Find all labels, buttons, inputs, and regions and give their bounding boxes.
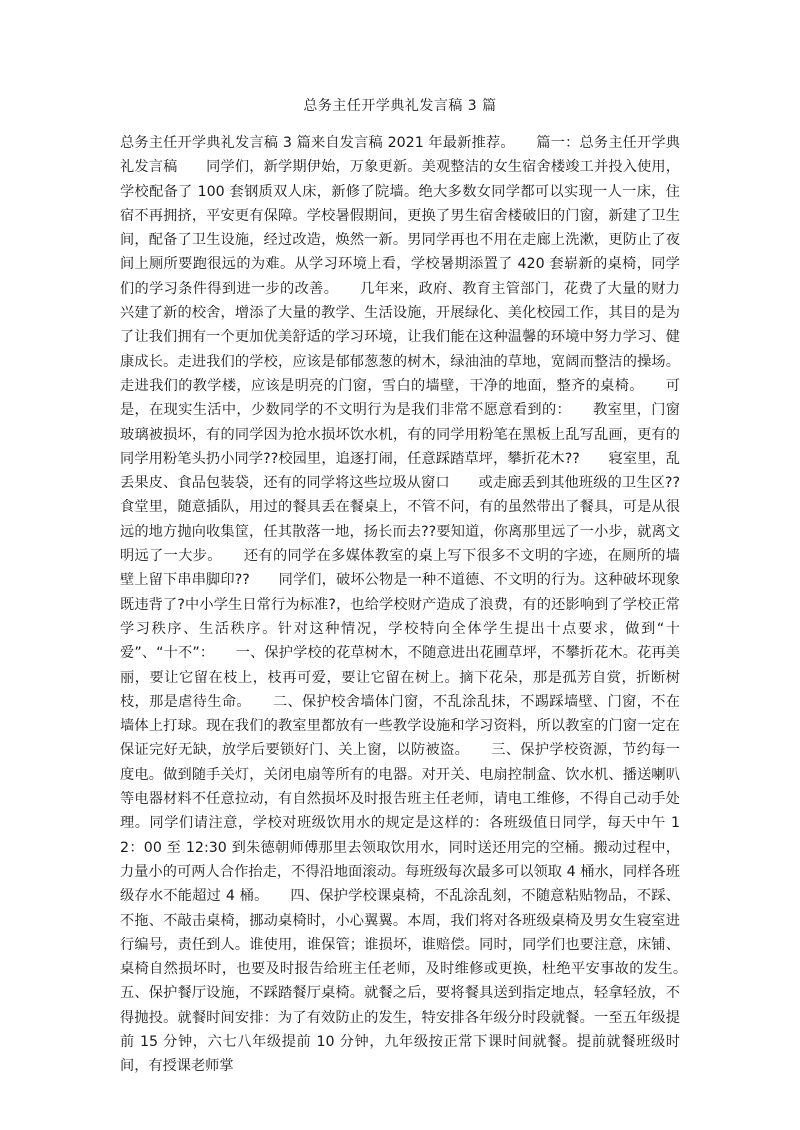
- document-title: 总务主任开学典礼发言稿 3 篇: [303, 98, 497, 114]
- document-body: 总务主任开学典礼发言稿 3 篇来自发言稿 2021 年最新推荐。 篇一：总务主任开学典礼发言稿 同学们，新学期伊始，万象更新。美观整洁的女生宿舍楼竣工并投入使用，学校配备了 100 套钢质双人床，新修了院墙。绝大多数女同学都可以实现一人一床，住宿不再拥挤，平安更有保障。学校暑假期间，更换了男生宿舍楼破旧的门窗，新建了卫生间，配备了卫生设施，经过改造，焕然一新。男同学再也不用在走廊上洗漱，更防止了夜间上厕所要跑很远的为难。从学习环境上看，学校暑期添置了 420 套崭新的桌椅，同学们的学习条件得到进一步的改善。 几年来，政府、教育主管部门，花费了大量的财力兴建了新的校舍，增添了大量的教学、生活设施，开展绿化、美化校园工作，其目的是为了让我们拥有一个更加优美舒适的学习环境，让我们能在这种温馨的环境中努力学习、健康成长。走进我们的学校，应该是郁郁葱葱的树木，绿油油的草地，宽阔而整洁的操场。走进我们的教学楼，应该是明亮的门窗，雪白的墙壁，干净的地面，整齐的桌椅。 可是，在现实生活中，少数同学的不文明行为是我们非常不愿意看到的： 教室里，门窗玻璃被损坏，有的同学因为抢水损坏饮水机，有的同学用粉笔在黑板上乱写乱画，更有的同学用粉笔头扔小同学??校园里，追逐打闹，任意踩踏草坪，攀折花木?? 寝室里，乱丢果皮、食品包装袋，还有的同学将这些垃圾从窗口 或走廊丢到其他班级的卫生区?? 食堂里，随意插队，用过的餐具丢在餐桌上，不管不问，有的虽然带出了餐具，可是从很远的地方抛向收集筐，任其散落一地，扬长而去??要知道，你离那里远了一小步，就离文明远了一大步。 还有的同学在多媒体教室的桌上写下很多不文明的字迹，在厕所的墙壁上留下串串脚印?? 同学们，破坏公物是一种不道德、不文明的行为。这种破坏现象既违背了?中小学生日常行为标准?，也给学校财产造成了浪费，有的还影响到了学校正常学习秩序、生活秩序。针对这种情况，学校特向全体学生提出十点要求，做到“十爱”、“十不”： 一、保护学校的花草树木，不随意进出花圃草坪，不攀折花木。花再美丽，要让它留在枝上，枝再可爱，要让它留在树上。摘下花朵，那是孤芳自赏，折断树枝，那是虐待生命。 二、保护校舍墙体门窗，不乱涂乱抹，不踢踩墙壁、门窗，不在墙体上打球。现在我们的教室里都放有一些教学设施和学习资料，所以教室的门窗一定在保证完好无缺，放学后要锁好门、关上窗，以防被盗。 三、保护学校资源，节约每一度电。做到随手关灯，关闭电扇等所有的电器。对开关、电扇控制盒、饮水机、播送喇叭等电器材料不任意拉动，有自然损坏及时报告班主任老师，请电工维修，不得自己动手处理。同学们请注意，学校对班级饮用水的规定是这样的：各班级值日同学，每天中午 12：00 至 12:30 到朱德朝师傅那里去领取饮用水，同时送还用完的空桶。搬动过程中，力量小的可两人合作抬走，不得沿地面滚动。每班级每次最多可以领取 4 桶水，同样各班级存水不能超过 4 桶。 四、保护学校课桌椅，不乱涂乱刻，不随意粘贴物品，不踩、不拖、不敲击桌椅，挪动桌椅时，小心翼翼。本周，我们将对各班级桌椅及男女生寝室进行编号，责任到人。谁使用，谁保管；谁损坏，谁赔偿。同时，同学们也要注意，床铺、桌椅自然损坏时，也要及时报告给班主任老师，及时维修或更换，杜绝平安事故的发生。 五、保护餐厅设施，不踩踏餐厅桌椅。就餐之后，要将餐具送到指定地点，轻拿轻放，不得抛投。就餐时间安排：为了有效防止的发生，特安排各年级分时段就餐。一至五年级提前 15 分钟，六七八年级提前 10 分钟，九年级按正常下课时间就餐。提前就餐班级时间，有授课老师掌: [120, 135, 709, 1075]
